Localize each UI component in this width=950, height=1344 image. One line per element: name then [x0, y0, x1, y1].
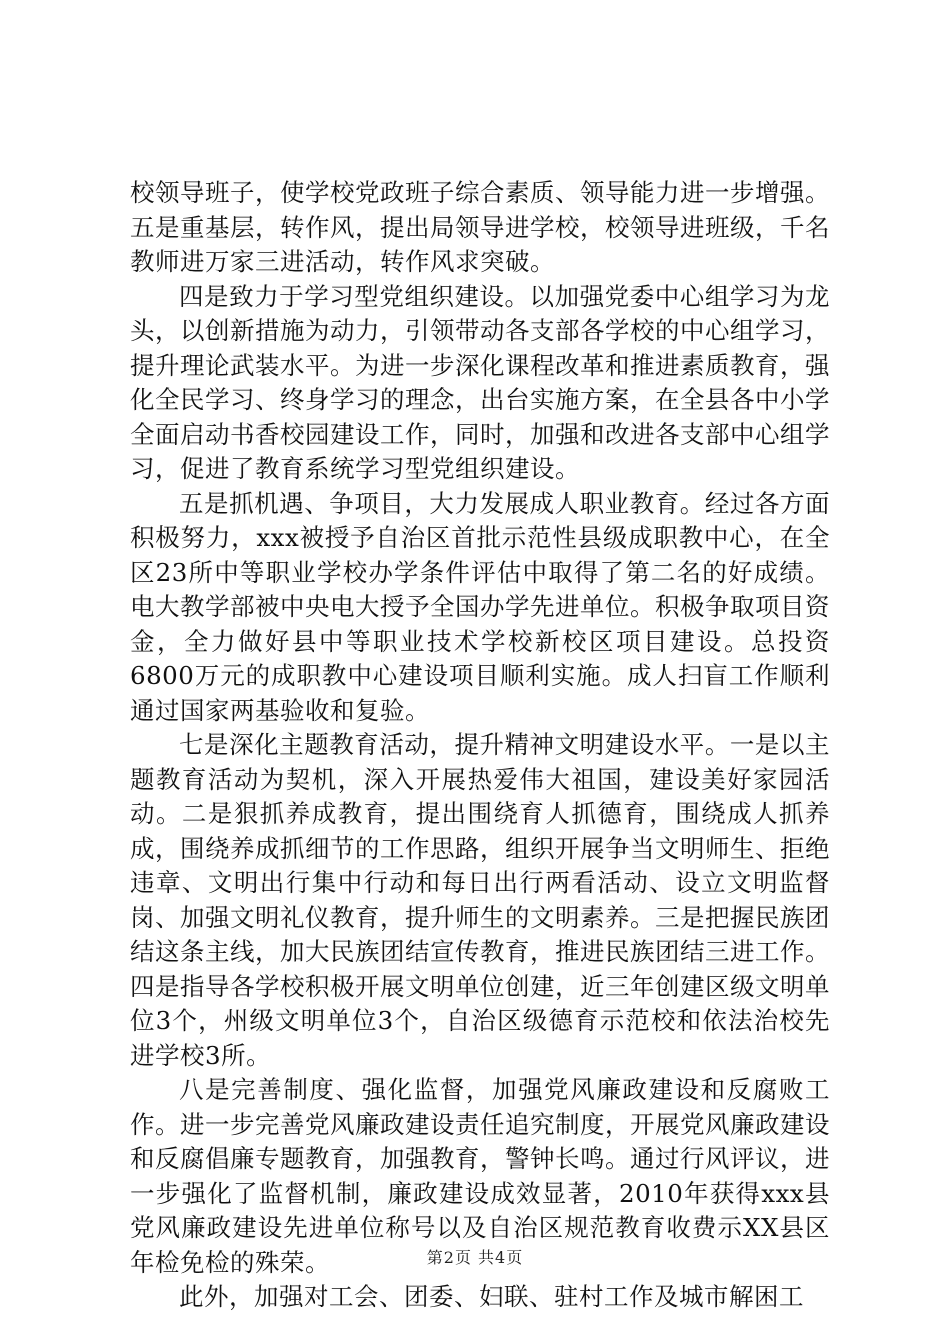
page-footer: 第2页 共4页 — [426, 1248, 524, 1267]
paragraph-5: 八是完善制度、强化监督，加强党风廉政建设和反腐败工作。进一步完善党风廉政建设责任追究制度，开展党风廉政建设和反腐倡廉专题教育，加强教育，警钟长鸣。通过行风评议，进一步强化了监督机制，廉政建设成效显著，2010年获得xxx县党风廉政建设先进单位称号以及自治区规范教育收费示XX县区年检免检的殊荣。 — [130, 1075, 830, 1277]
paragraph-2: 四是致力于学习型党组织建设。以加强党委中心组学习为龙头，以创新措施为动力，引领带动各支部各学校的中心组学习，提升理论武装水平。为进一步深化课程改革和推进素质教育，强化全民学习、终身学习的理念，出台实施方案，在全县各中小学全面启动书香校园建设工作，同时，加强和改进各支部中心组学习，促进了教育系统学习型党组织建设。 — [130, 281, 830, 483]
paragraph-6: 此外，加强对工会、团委、妇联、驻村工作及城市解困工 — [179, 1282, 804, 1311]
document-body — [130, 176, 830, 1315]
paragraph-4: 七是深化主题教育活动，提升精神文明建设水平。一是以主题教育活动为契机，深入开展热爱伟大祖国，建设美好家园活动。二是狠抓养成教育，提出围绕育人抓德育，围绕成人抓养成，围绕养成抓细节的工作思路，组织开展争当文明师生、拒绝违章、文明出行集中行动和每日出行两看活动、设立文明监督岗、加强文明礼仪教育，提升师生的文明素养。三是把握民族团结这条主线，加大民族团结宣传教育，推进民族团结三进工作。四是指导各学校积极开展文明单位创建，近三年创建区级文明单位3个，州级文明单位3个，自治区级德育示范校和依法治校先进学校3所。 — [130, 730, 830, 1070]
paragraph-3: 五是抓机遇、争项目，大力发展成人职业教育。经过各方面积极努力，xxx被授予自治区首批示范性县级成职教中心，在全区23所中等职业学校办学条件评估中取得了第二名的好成绩。电大教学部被中央电大授予全国办学先进单位。积极争取项目资金，全力做好县中等职业技术学校新校区项目建设。总投资6800万元的成职教中心建设项目顺利实施。成人扫盲工作顺利通过国家两基验收和复验。 — [130, 488, 830, 725]
paragraph-1: 校领导班子，使学校党政班子综合素质、领导能力进一步增强。五是重基层，转作风，提出局领导进学校，校领导进班级，千名教师进万家三进活动，转作风求突破。 — [130, 178, 830, 276]
